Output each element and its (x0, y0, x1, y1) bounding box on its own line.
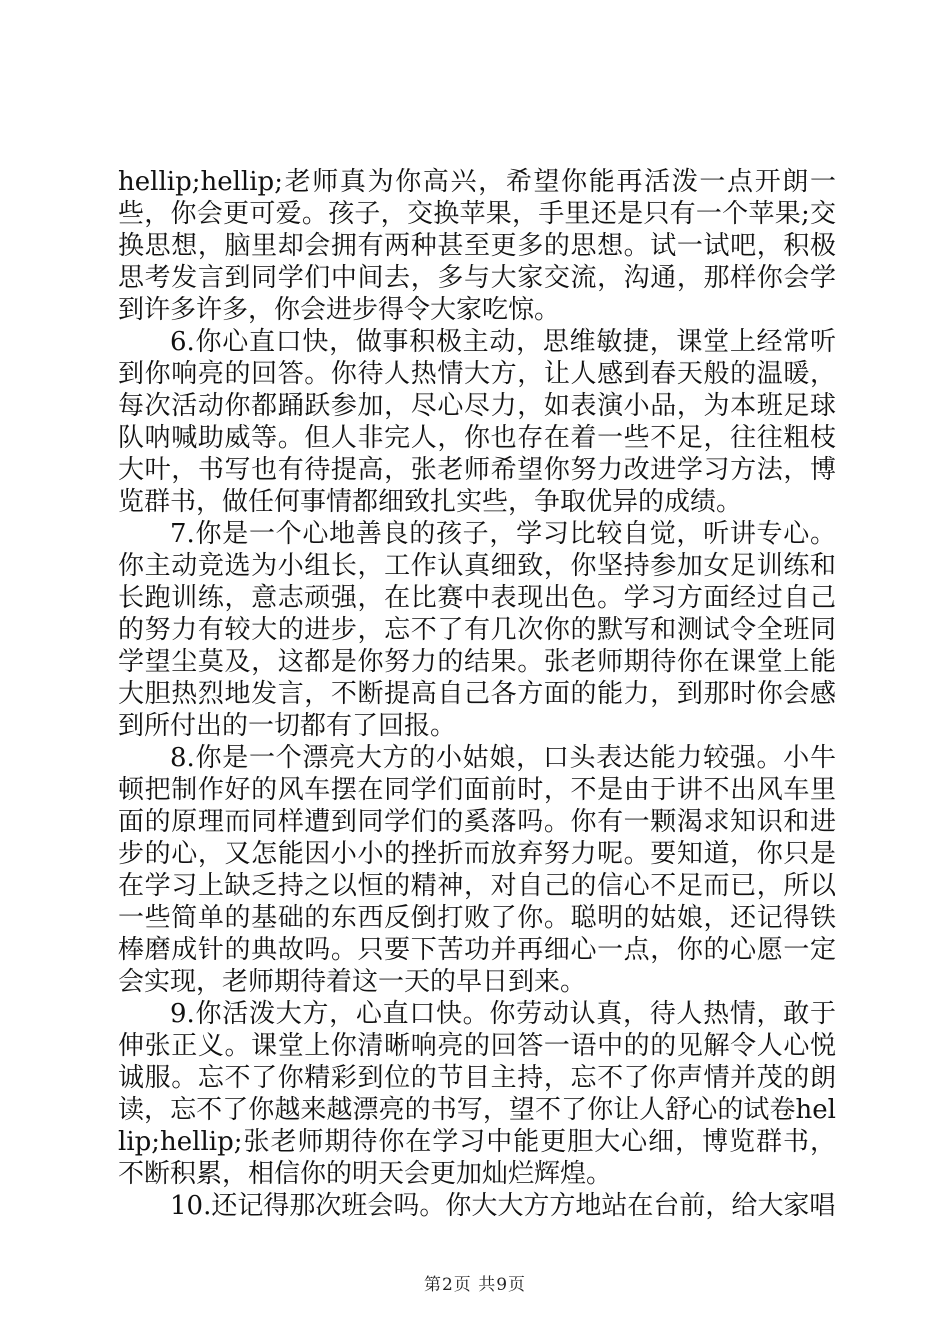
paragraph-continuation: hellip;hellip;老师真为你高兴，希望你能再活泼一点开朗一些，你会更可爱。孩子，交换苹果，手里还是只有一个苹果;交换思想，脑里却会拥有两种甚至更多的思想。试一试吧，积极思考发言到同学们中间去，多与大家交流，沟通，那样你会学到许多许多，你会进步得令大家吃惊。 (118, 167, 836, 325)
paragraph-item-10: 10.还记得那次班会吗。你大大方方地站在台前，给大家唱 (170, 1191, 836, 1221)
paragraph-item-8: 8.你是一个漂亮大方的小姑娘，口头表达能力较强。小牛顿把制作好的风车摆在同学们面前时，不是由于讲不出风车里面的原理而同样遭到同学们的奚落吗。你有一颗渴求知识和进步的心，又怎能因小小的挫折而放弃努力呢。要知道，你只是在学习上缺乏持之以恒的精神，对自己的信心不足而已，所以一些简单的基础的东西反倒打败了你。聪明的姑娘，还记得铁棒磨成针的典故吗。只要下苦功并再细心一点，你的心愿一定会实现，老师期待着这一天的早日到来。 (118, 743, 836, 997)
paragraph-item-6: 6.你心直口快，做事积极主动，思维敏捷，课堂上经常听到你响亮的回答。你待人热情大方，让人感到春天般的温暖，每次活动你都踊跃参加，尽心尽力，如表演小品，为本班足球队呐喊助威等。但人非完人，你也存在着一些不足，往往粗枝大叶，书写也有待提高，张老师希望你努力改进学习方法，博览群书，做任何事情都细致扎实些，争取优异的成绩。 (118, 327, 836, 517)
paragraph-item-7: 7.你是一个心地善良的孩子，学习比较自觉，听讲专心。你主动竞选为小组长，工作认真细致，你坚持参加女足训练和长跑训练，意志顽强，在比赛中表现出色。学习方面经过自己的努力有较大的进步，忘不了有几次你的默写和测试令全班同学望尘莫及，这都是你努力的结果。张老师期待你在课堂上能大胆热烈地发言，不断提高自己各方面的能力，到那时你会感到所付出的一切都有了回报。 (118, 519, 836, 741)
paragraph-item-9: 9.你活泼大方，心直口快。你劳动认真，待人热情，敢于伸张正义。课堂上你清晰响亮的回答一语中的的见解令人心悦诚服。忘不了你精彩到位的节目主持，忘不了你声情并茂的朗读，忘不了你越来越漂亮的书写，望不了你让人舒心的试卷hellip;hellip;张老师期待你在学习中能更胆大心细，博览群书，不断积累，相信你的明天会更加灿烂辉煌。 (118, 999, 836, 1189)
document-body (118, 166, 836, 1222)
page-number-footer: 第2页 共9页 (423, 1275, 527, 1295)
